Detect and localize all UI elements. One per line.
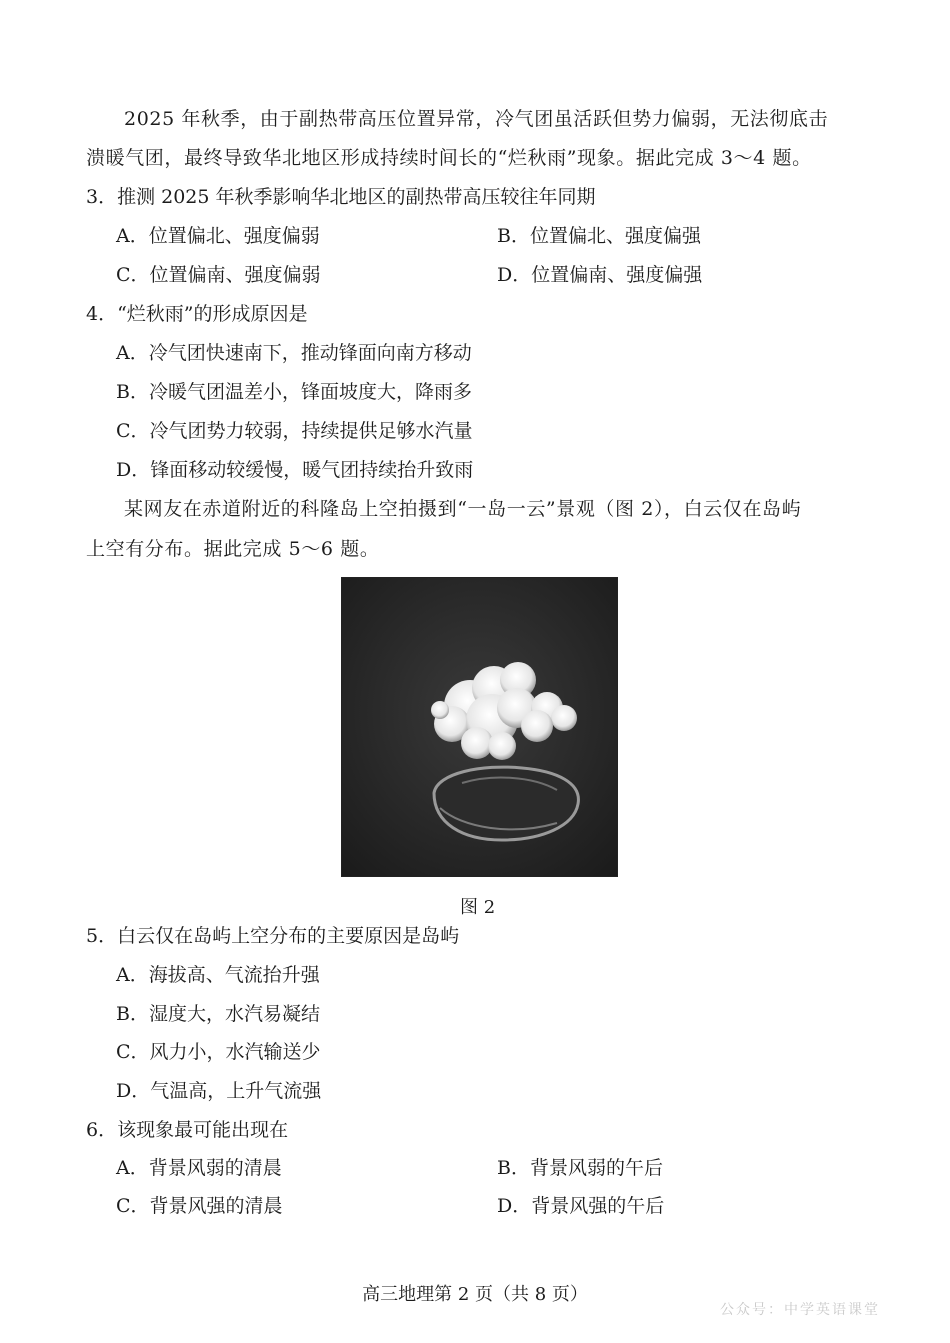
watermark: 公众号：中学英语课堂 — [720, 1302, 880, 1318]
question-stem: 4．“烂秋雨”的形成原因是 — [86, 303, 308, 325]
island-cloud-photo — [341, 577, 618, 877]
option-b: B．位置偏北、强度偏强 — [497, 225, 701, 247]
intro-line-1: 某网友在赤道附近的科隆岛上空拍摄到“一岛一云”景观（图 2），白云仅在岛屿 — [124, 498, 802, 520]
figure-caption: 图 2 — [460, 897, 496, 918]
option-c: C．位置偏南、强度偏弱 — [116, 264, 321, 286]
option-d: D．位置偏南、强度偏强 — [497, 264, 703, 286]
option-b: B．湿度大，水汽易凝结 — [116, 1003, 320, 1025]
option-b: B．冷暖气团温差小，锋面坡度大，降雨多 — [116, 381, 472, 403]
option-c: C．冷气团势力较弱，持续提供足够水汽量 — [116, 420, 473, 442]
intro-line-2: 上空有分布。据此完成 5～6 题。 — [86, 538, 380, 560]
option-d: D．气温高，上升气流强 — [116, 1080, 322, 1102]
page-footer: 高三地理第 2 页（共 8 页） — [362, 1284, 588, 1305]
question-stem: 3．推测 2025 年秋季影响华北地区的副热带高压较往年同期 — [86, 186, 596, 208]
question-stem: 6．该现象最可能出现在 — [86, 1119, 289, 1141]
option-a: A．海拔高、气流抬升强 — [116, 964, 320, 986]
question-stem: 5．白云仅在岛屿上空分布的主要原因是岛屿 — [86, 925, 460, 947]
option-b: B．背景风弱的午后 — [497, 1157, 663, 1179]
option-d: D．背景风强的午后 — [497, 1195, 665, 1217]
option-a: A．位置偏北、强度偏弱 — [116, 225, 320, 247]
island-shape — [434, 767, 578, 840]
option-c: C．背景风强的清晨 — [116, 1195, 283, 1217]
option-d: D．锋面移动较缓慢，暖气团持续抬升致雨 — [116, 459, 474, 481]
option-a: A．冷气团快速南下，推动锋面向南方移动 — [116, 342, 472, 364]
intro-line-1: 2025 年秋季，由于副热带高压位置异常，冷气团虽活跃但势力偏弱，无法彻底击 — [124, 108, 829, 130]
option-a: A．背景风弱的清晨 — [116, 1157, 282, 1179]
option-c: C．风力小，水汽输送少 — [116, 1041, 321, 1063]
intro-line-2: 溃暖气团，最终导致华北地区形成持续时间长的“烂秋雨”现象。据此完成 3～4 题。 — [86, 147, 812, 169]
